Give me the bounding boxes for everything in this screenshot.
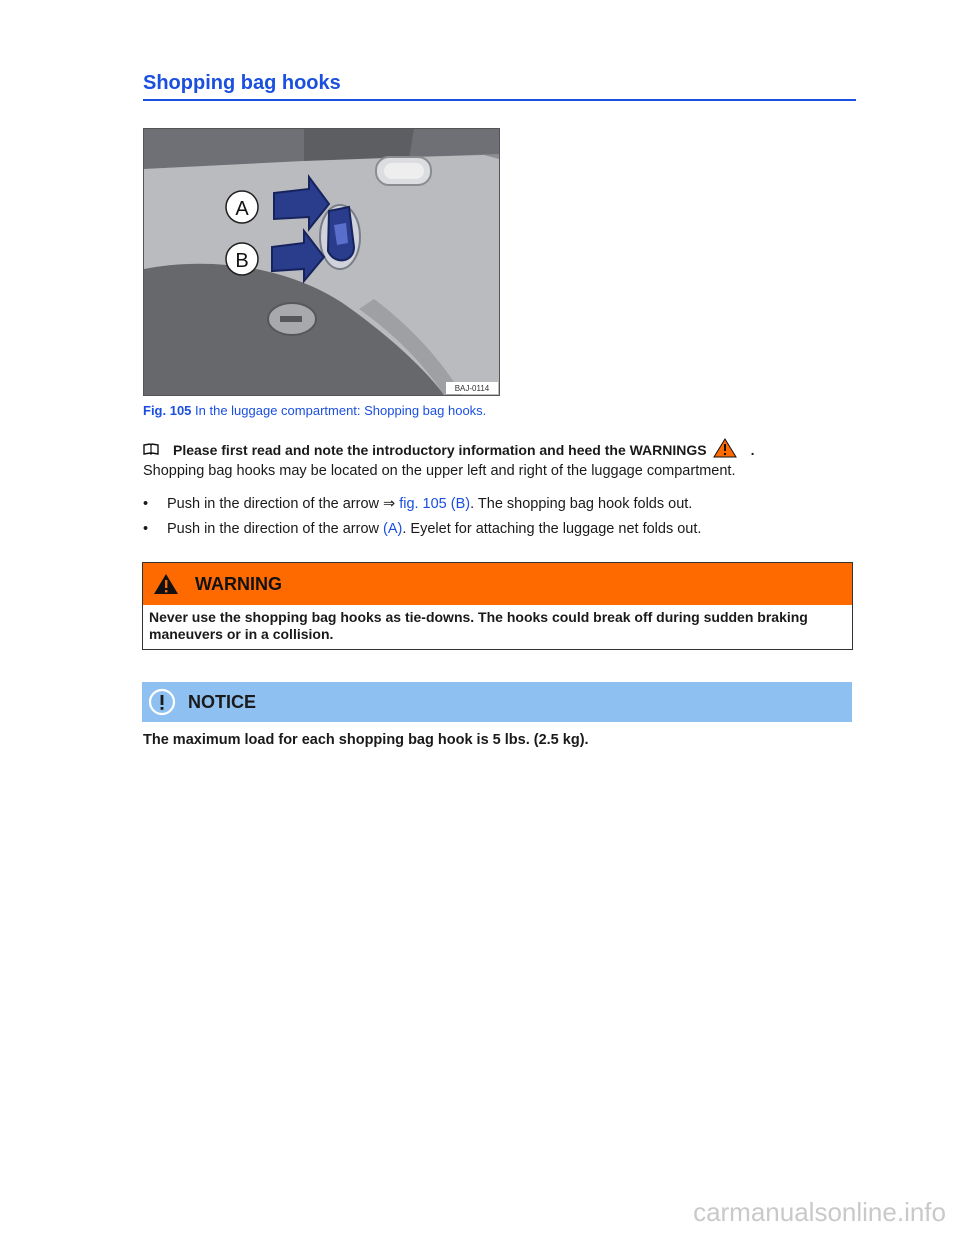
figure-caption-text: In the luggage compartment: Shopping bag hooks. [191,403,487,418]
callout-a: A [235,198,249,220]
callout-link[interactable]: (A) [383,521,403,537]
bullet-text: Push in the direction of the arrow ⇒ [167,496,400,512]
figure-code: BAJ-0114 [454,384,490,393]
notice-icon [148,688,176,716]
intro-note [143,438,755,461]
watermark: carmanualsonline.info [693,1197,946,1227]
intro-text: Please first read and note the introductory information and heed the WARNINGS [173,441,707,458]
luggage-compartment-illustration [144,129,499,395]
bullet-text: . The shopping bag hook folds out. [470,496,693,512]
intro-suffix: . [750,441,755,458]
notice-heading: NOTICE [188,691,257,712]
bullet-marker: • [143,521,149,537]
figure-shopping-bag-hooks [143,128,500,396]
bullet-text: Push in the direction of the arrow [167,521,384,537]
notice-header [142,682,852,722]
warning-header [143,563,852,605]
book-icon [143,442,159,458]
warning-text: Never use the shopping bag hooks as tie-downs. The hooks could break off during sudden braking maneuvers or in a collision. [149,609,808,642]
bullet-marker: • [143,496,149,512]
page-title: Shopping bag hooks [143,70,856,101]
figure-link[interactable]: fig. 105 (B) [399,496,471,512]
figure-caption [143,403,486,418]
warning-box [142,562,853,650]
bullet-text: . Eyelet for attaching the luggage net folds out. [402,521,702,537]
warning-triangle-icon [713,438,737,461]
warning-icon [153,573,179,595]
warning-heading: WARNING [195,573,282,594]
callout-b: B [235,250,249,272]
list-item [143,521,701,537]
figure-number: Fig. 105 [143,403,192,418]
notice-text: The maximum load for each shopping bag hook is 5 lbs. (2.5 kg). [143,732,589,748]
list-item [143,496,692,512]
body-paragraph: Shopping bag hooks may be located on the upper left and right of the luggage compartment. [143,463,736,479]
